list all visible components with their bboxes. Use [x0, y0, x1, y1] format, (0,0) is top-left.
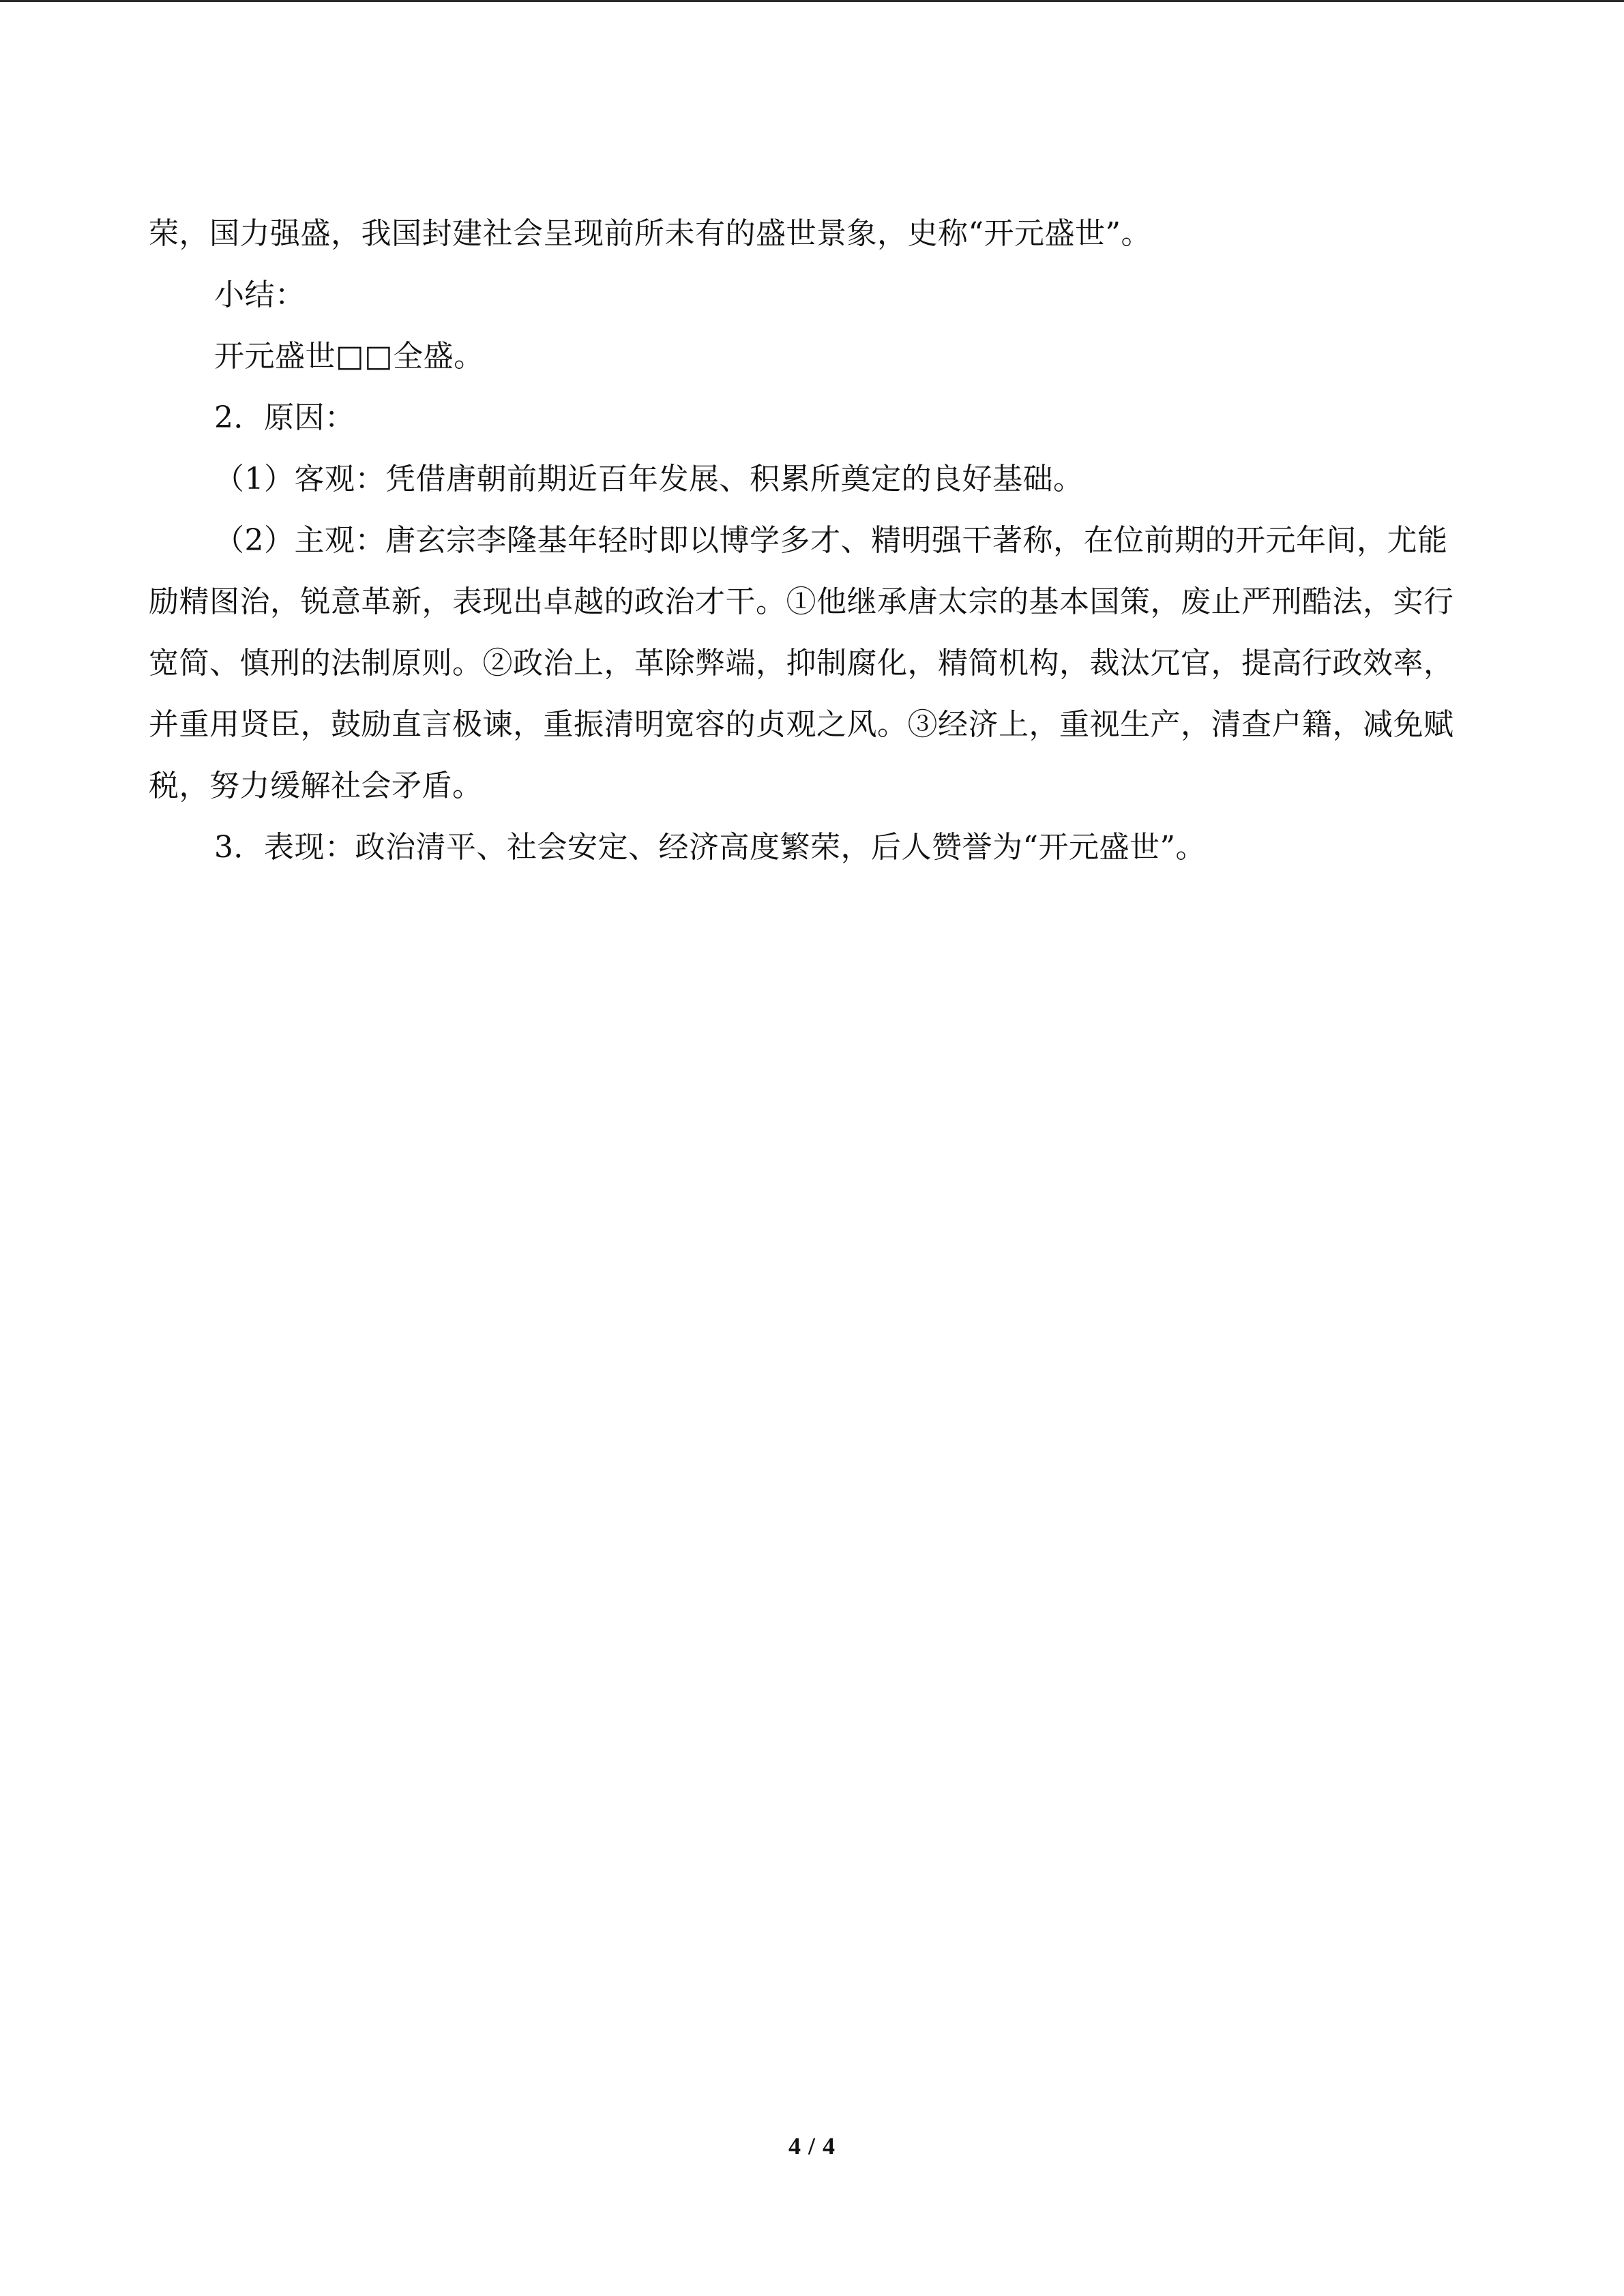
page-number: 4 / 4: [788, 2132, 836, 2160]
document-body: [149, 203, 1458, 878]
paragraph-reason-objective: （1）客观：凭借唐朝前期近百年发展、积累所奠定的良好基础。: [214, 462, 1084, 496]
paragraph-reasons-heading: 2．原因：: [214, 400, 355, 435]
paragraph-continuation: 荣，国力强盛，我国封建社会呈现前所未有的盛世景象，史称“开元盛世”。: [149, 216, 1151, 251]
paragraph-manifestation: 3．表现：政治清平、社会安定、经济高度繁荣，后人赞誉为“开元盛世”。: [214, 830, 1206, 865]
top-border-line: [0, 0, 1624, 2]
paragraph-summary: 开元盛世□□全盛。: [214, 339, 484, 374]
paragraph-summary-heading: 小结：: [214, 278, 306, 312]
paragraph-reason-subjective: （2）主观：唐玄宗李隆基年轻时即以博学多才、精明强干著称，在位前期的开元年间，尤能励精图治，锐意革新，表现出卓越的政治才干。①他继承唐太宗的基本国策，废止严刑酷法，实行宽简、慎刑的法制原则。②政治上，革除弊端，抑制腐化，精简机构，裁汰冗官，提高行政效率，并重用贤臣，鼓励直言极谏，重振清明宽容的贞观之风。③经济上，重视生产，清查户籍，减免赋税，努力缓解社会矛盾。: [149, 523, 1454, 803]
